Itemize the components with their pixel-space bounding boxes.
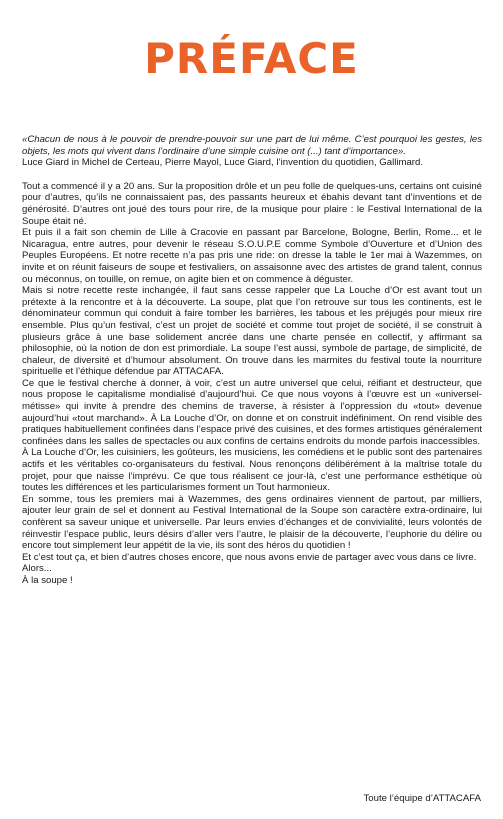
paragraph-closing: À la soupe ! (22, 574, 73, 586)
epigraph-citation: Luce Giard in Michel de Certeau, Pierre Mayol, Luce Giard, l’invention du quotidien, Gallimard. (22, 157, 424, 169)
paragraph-network: Et puis il a fait son chemin de Lille à Cracovie en passant par Barcelone, Bologne, Berlin, Rome... et le Nicaragua, entre autres, pour devenir le réseau S.O.U.P.E comme Symbole d’Ouverture et d’Union des Peuples Européens. Et notre recette n’a pas pris une ride: on dresse la table le 1er mai à Wazemmes, on invite et on réunit faiseurs de soupe et festivaliers, on assaisonne avec des artistes de grand talent, connus ou méconnus, on touille, on remue, on agite bien et on commence à déguster. (22, 227, 482, 285)
paragraph-book: Et c’est tout ça, et bien d’autres choses encore, que nous avons envie de partager avec vous dans ce livre. (22, 551, 477, 563)
epigraph-quote: «Chacun de nous à le pouvoir de prendre-pouvoir sur une part de lui même. C’est pourquoi les gestes, les objets, les mots qui vivent dans l’ordinaire d’une simple cuisine ont (...) tant d’importance». (22, 134, 482, 157)
paragraph-universal: Ce que le festival cherche à donner, à voir, c’est un autre universel que celui, réifiant et destructeur, que nous propose le capitalisme mondialisé d’aujourd’hui. Ce que nous voyons à l’œuvre est un «universel-métisse» qui invite à prendre des chemins de traverse, à résister à l’oppression du «tout» devenue aujourd’hui «tout marchand». À La Louche d’Or, on donne et on construit indéfiniment. On rend visible des pratiques habituellement confinées dans l’espace privé des cuisines, et des formes artistiques généralement confinées dans les salles de spectacles ou aux confins de certains endroits du monde parfois inaccessibles. (22, 377, 482, 447)
paragraph-participants: À La Louche d’Or, les cuisiniers, les goûteurs, les musiciens, les comédiens et le public sont des partenaires actifs et les véritables co-organisateurs du festival. Nous renonçons délibérément à la maîtrise totale du projet, pour que naisse l’imprévu. Ce que tous réalisent ce jour-là, c’est une performance esthétique où toutes les différences et les particularismes forment un Tout harmonieux. (22, 447, 482, 494)
paragraph-intro: Tout a commencé il y a 20 ans. Sur la proposition drôle et un peu folle de quelques-uns, certains ont cuisiné pour d’autres, qu’ils ne connaissaient pas, des passants heureux et ébahis devant tant d’inventions et de générosité. D’autres ont joué des tours pour rire, de la musique pour plaire : le Festival International de la Soupe était né. (22, 180, 482, 227)
signature: Toute l’équipe d’ATTACAFA (363, 793, 481, 804)
paragraph-recipe: Mais si notre recette reste inchangée, il faut sans cesse rappeler que La Louche d’Or est avant tout un prétexte à la rencontre et à la découverte. La soupe, plat que l’on retrouve sur tous les continents, est le dénominateur commun qui conduit à faire tomber les barrières, les tabous et les préjugés pour mieux rire ensemble. Plus qu’un festival, c’est un projet de société et comme tout projet de société, il se construit à plusieurs grâce à une base solidement ancrée dans une charte pensée en collectif, y affirmant sa philosophie, où la notion de don est primordiale. La soupe l’est aussi, symbole de partage, de simplicité, de chaleur, de diversité et d’humour absolument. On trouve dans les marmites du festival toute la nourriture spirituelle et l’éthique défendue par ATTACAFA. (22, 285, 482, 378)
paragraph-alors: Alors... (22, 563, 52, 575)
preface-body (22, 134, 482, 587)
page-title: PRÉFACE (144, 34, 359, 84)
paragraph-summary: En somme, tous les premiers mai à Wazemmes, des gens ordinaires viennent de partout, par milliers, ajouter leur grain de sel et donnent au Festival International de la Soupe son caractère extra-ordinaire, lui confèrent sa saveur unique et universelle. Par leurs envies d’échanges et de convivialité, leurs volontés de réinvestir l’espace public, leurs désirs d’aller vers l’autre, le plaisir de la découverte, l’euphorie du délire ou encore tout simplement leur appétit de la vie, ils sont des héros du quotidien ! (22, 493, 482, 552)
